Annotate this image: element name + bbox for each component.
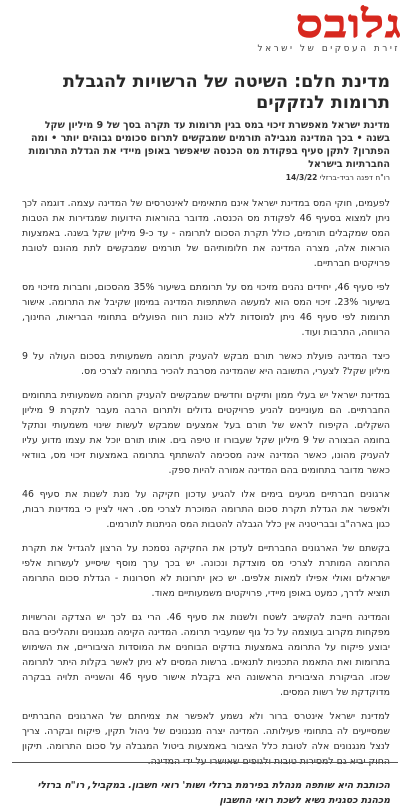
article-paragraph: לפי סעיף 46, יחידים נהנים מזיכוי מס על תרומתם בשיעור 35% מהסכום, וחברות מזיכוי מס בשיעור 23%. זיכוי המס הוא למעשה השתתפות המדינה במימון שקיבל את התרומה. אישור תרומות לפי סעיף 46 ניתן למוסדות ללא כוונת רווח הפועלים בתחומי הבריאות, החינוך, הרווחה, התרבות ועוד. [22,282,390,338]
article-paragraph: ארגונים חברתיים מגיעים בימים אלו להגיע עדכון חקיקה על מנת לשנות את סעיף 46 ולאפשר את הגדלת תקרת סכום התרומה המוכרת לצרכי מס. ראוי לציין כי במדינות רבות, כגון בארה"ב ובבריטניה אין כלל הגבלה להטבות המס הניתנות לתורמים. [22,489,390,530]
article-paragraph: למדינת ישראל אינטרס ברור ולא נשמע לאפשר את צמיחתם של הארגונים החברתיים שמסייעים לה בתחומי פעילותה. המדינה יצרה מנגנונים של ניהול תקין, פיקוח ובקרה. צריך לנצל מנגנונים אלה לטובת כלל הציבור באמצעות ביטול המגבלה על סכום התרומה. תיקון [22,711,390,752]
article-paragraph: במדינת ישראל יש בעלי ממון ותיקים וחדשים שמבקשים להעניק תרומה משמעותית בתחומים החברתיים. הם מעוניינים להניע פרויקטים גדולים ולתרום הרבה מעבר לתקרת 9 מיליון השקלים. הקיפוח לראש של תורם בעל אמצעים שמבקש לעשות שינוי משמעותי ונתקל בחומה הבצורה של 9 מיליון שקל שעבורו זו טיפה בים. אותו תורם יוכל את עצמו מדוע עליו להעניק מהונו, כאשר המדינה אינה מסכימה להשתתף בתרומה באמצעות זיכוי מס, בוודאי כאשר מדובר בתחומים בהם המדינה אמורה להיות ספק. [22,390,390,476]
author-note: הכותבת היא שותפה מנהלת בפירמת ברזלי ושות' רואי חשבון. במקביל, רו"ח ברזלי מכהנת כסגנית נשיא לשכת רואי החשבון [37,780,390,806]
author-name: רו"ח דפנה רביד-ברזלי [319,173,390,182]
article-paragraph: כיצד המדינה פועלת כאשר תורם מבקש להעניק תרומה משמעותית בסכום העולה על 9 מיליון שקל? לצערי, התשובה היא שהמדינה מסרבת להכיר בתרומה לצרכי מס. [22,351,390,377]
masthead-tagline: זירת העסקים של ישראל [257,44,400,54]
globes-logo: גלובס [295,1,402,46]
article-paragraph: לפעמים, חוקי המס במדינת ישראל אינם מתאימים לאינטרסים של המדינה עצמה. דוגמה לכך ניתן למצוא בסעיף 46 לפקודת מס הכנסה. מדובר בהוראות הידועות שמגדירות את הטבות המס שמקבלים תורמים, כולל תקרת הסכום לתרומה - עד כ-9 מיליון שקל בשנה. באמצעות הוראות אלה, מצרה המדינה את חלומותיהם של תורמים שמבקשים לתת מהונם לטובת פרויקטים חברתיים. [22,198,390,269]
article-paragraph: בקשתם של הארגונים החברתיים לעדכן את החקיקה נסמכת על הרצון להגדיל את תקרת התרומה המותרת לצרכי מס מוצדקת ונכונה. יש בכך ערך מוסף שיסייע לעשרות אלפי ישראלים ואולי אפילו למאות אלפים. יש כאן יתרונות לא חסרונות - הגדלת סכום התרומה תוציא לדרך, כמעט באופן מיידי, פרויקטים משמעותיים מאוד. [22,543,390,599]
article-paragraph: והמדינה חייבת להקשיב לשטח ולשנות את סעיף 46. הרי גם לכך יש הצדקה והרשויות מפקחות מקרוב בעוצמה על כל גוף שמעביר תרומה. המדינה הקימה מנגנונים ותהליכים בהם יבוצע פיקוח על התרומה באמצעות בודקים הבוחנים את המוסדות הציבוריים, את השימוש בתרומות ואת התאמת התכניות לתנאים. ברשות המסים לא ניתן לאשר בקלות היתר לתרומה שכזו. הביקורת הציבורית הראשונה היא בקבלת אישור סעיף 46 והשנייה תלויה בבקרה מדוקדקת של רשות המסים. [22,612,390,698]
article-byline [22,173,390,182]
article-subhead: מדינת ישראל מאפשרת זיכוי במס בגין תרומות עד תקרה בסך של 9 מיליון שקל בשנה • בכך המדינה מגבילה תורמים שמבקשים לתרום סכומים גבוהים יותר • ומה הפתרון? לתקן סעיף בפקודת מס הכנסה שיאפשר באופן מיידי את הגדלת התרומות החברתיות בישראל [28,120,390,170]
article-body [22,72,390,808]
bottom-divider [12,762,398,763]
publish-date: 14/3/22 [285,173,318,182]
article-headline: מדינת חלם: השיטה של הרשויות להגבלת תרומות לנזקקים [62,72,390,113]
masthead [202,1,402,58]
